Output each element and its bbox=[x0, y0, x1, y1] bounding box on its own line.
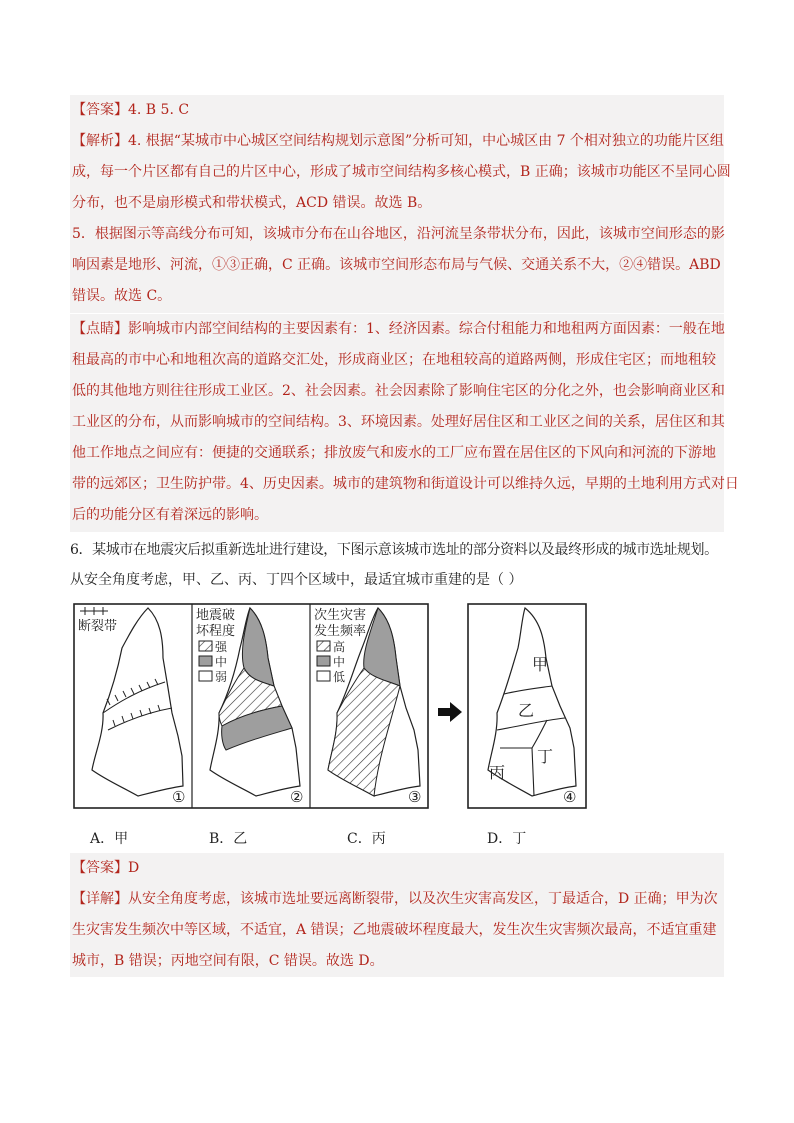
detail-line: 生灾害发生频次中等区域，不适宜，A 错误；乙地震破坏程度最大，发生次生灾害频次最高，不适宜重建 bbox=[72, 922, 717, 938]
analysis-line: 错误。故选 C。 bbox=[72, 288, 172, 304]
city-site-figure bbox=[0, 598, 794, 828]
key-point-line: 低的其他地方则往往形成工业区。2、社会因素。社会因素除了影响住宅区的分化之外，也会影响商业区和 bbox=[72, 383, 725, 399]
damage-title-2: 坏程度 bbox=[196, 624, 236, 639]
question-6-line-1: 6．某城市在地震灾后拟重新选址进行建设，下图示意该城市选址的部分资料以及最终形成的城市选址规划。 bbox=[70, 542, 718, 558]
analysis-line: 【解析】4. 根据“某城市中心城区空间结构规划示意图”分析可知，中心城区由 7 个相对独立的功能片区组 bbox=[72, 133, 724, 149]
region-ding: 丁 bbox=[537, 747, 554, 766]
key-point-line: 工业区的分布，从而影响城市的空间结构。3、环境因素。处理好居住区和工业区之间的关系，居住区和其 bbox=[72, 414, 725, 430]
disaster-high-label: 高 bbox=[333, 640, 346, 654]
key-point-line: 带的远郊区；卫生防护带。4、历史因素。城市的建筑物和街道设计可以维持久远，早期的土地利用方式对日 bbox=[72, 476, 739, 492]
key-point-line: 后的功能分区有着深远的影响。 bbox=[72, 507, 268, 523]
key-points-block bbox=[70, 314, 739, 532]
key-point-line: 租最高的市中心和地租次高的道路交汇处，形成商业区；在地租较高的道路两侧，形成住宅区；而地租较 bbox=[72, 352, 716, 368]
choice-d: D．丁 bbox=[487, 831, 527, 847]
disaster-low-label: 低 bbox=[333, 670, 346, 684]
region-jia: 甲 bbox=[532, 655, 549, 674]
disaster-title-2: 发生频率 bbox=[314, 624, 367, 639]
analysis-line: 响因素是地形、河流，①③正确，C 正确。该城市空间形态布局与气候、交通关系不大，②④错误。ABD bbox=[72, 257, 721, 273]
damage-medium-label: 中 bbox=[215, 655, 228, 669]
disaster-medium-label: 中 bbox=[333, 655, 346, 669]
region-bing: 丙 bbox=[489, 763, 506, 782]
panel-number-3: ③ bbox=[408, 788, 422, 806]
panel-4-site-plan bbox=[468, 604, 586, 808]
analysis-line: 5．根据图示等高线分布可知，该城市分布在山谷地区，沿河流呈条带状分布，因此，该城市空间形态的影 bbox=[72, 226, 725, 242]
panel-number-1: ① bbox=[172, 788, 186, 806]
damage-title-1: 地震破 bbox=[196, 608, 236, 623]
analysis-line: 成，每一个片区都有自己的片区中心，形成了城市空间结构多核心模式，B 正确；该城市功能区不呈同心圆 bbox=[72, 164, 731, 180]
choice-b: B．乙 bbox=[209, 831, 248, 847]
key-point-line: 【点睛】影响城市内部空间结构的主要因素有：1、经济因素。综合付租能力和地租两方面因素：一般在地 bbox=[72, 321, 725, 337]
choice-c: C．丙 bbox=[347, 831, 386, 847]
answer-block-4-5 bbox=[70, 95, 731, 313]
answer-block-6 bbox=[70, 853, 724, 977]
damage-weak-label: 弱 bbox=[215, 670, 228, 684]
panel-number-4: ④ bbox=[563, 788, 577, 806]
key-point-line: 他工作地点之间应有：便捷的交通联系；排放废气和废水的工厂应布置在居住区的下风向和河流的下游地 bbox=[72, 445, 716, 461]
region-yi: 乙 bbox=[518, 701, 535, 720]
arrow-icon bbox=[438, 702, 462, 722]
damage-strong-label: 强 bbox=[215, 640, 228, 654]
analysis-line: 分布，也不是扇形模式和带状模式，ACD 错误。故选 B。 bbox=[72, 195, 432, 211]
disaster-title-1: 次生灾害 bbox=[314, 608, 367, 623]
detail-line: 【详解】从安全角度考虑，该城市选址要远离断裂带，以及次生灾害高发区，丁最适合，D 正确；甲为次 bbox=[72, 891, 718, 907]
answer-line: 【答案】D bbox=[72, 860, 140, 876]
fault-legend-label: 断裂带 bbox=[78, 619, 118, 634]
choice-a: A．甲 bbox=[90, 831, 129, 847]
detail-line: 城市，B 错误；丙地空间有限，C 错误。故选 D。 bbox=[72, 953, 384, 969]
panel-number-2: ② bbox=[290, 788, 304, 806]
question-6-line-2: 从安全角度考虑，甲、乙、丙、丁四个区域中，最适宜城市重建的是（ ） bbox=[70, 572, 523, 588]
answer-line: 【答案】4. B 5. C bbox=[72, 102, 190, 118]
